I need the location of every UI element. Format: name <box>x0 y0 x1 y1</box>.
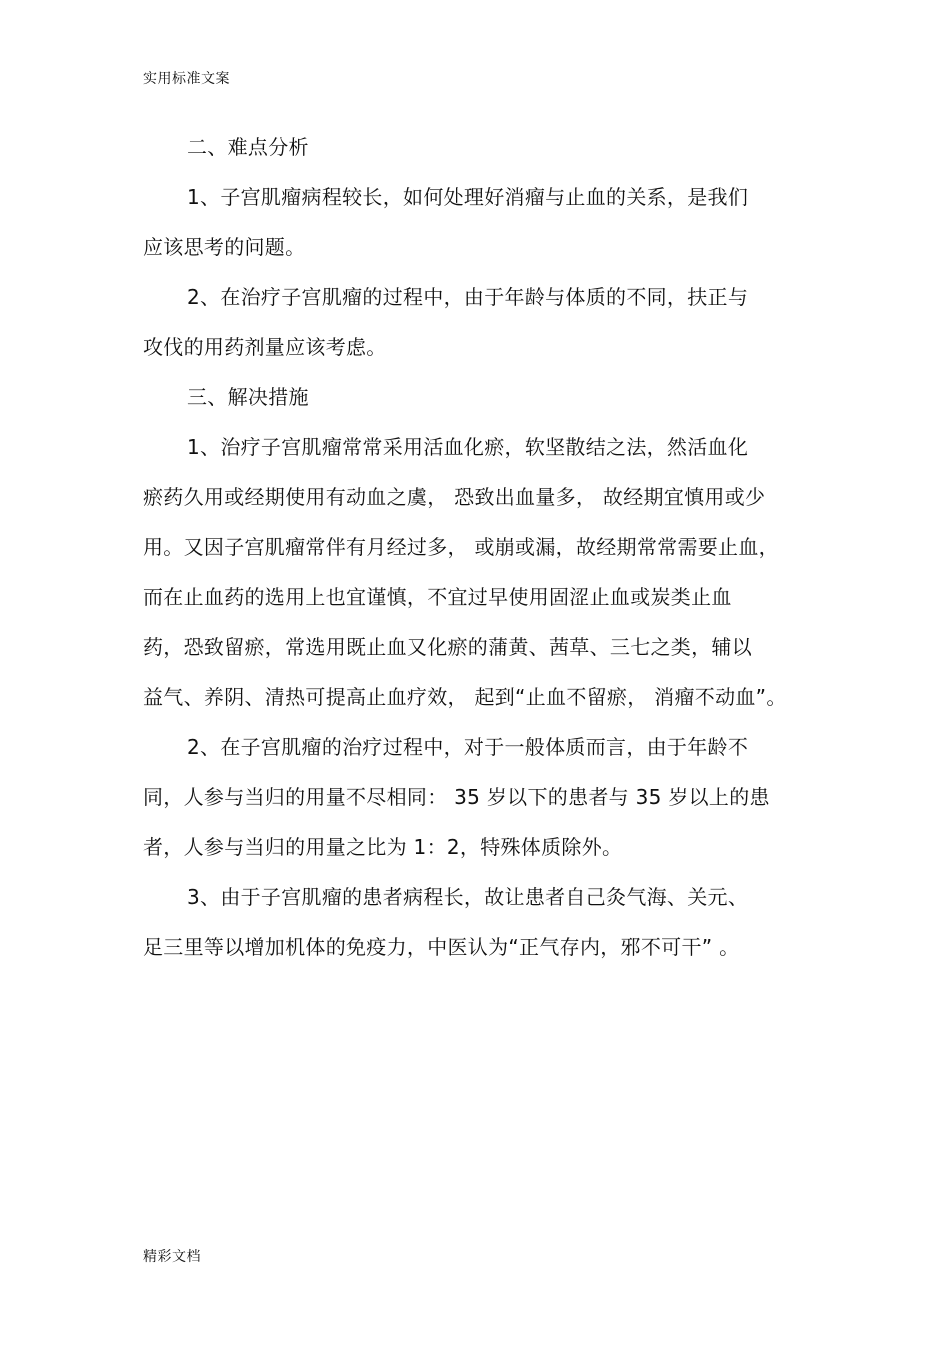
paragraph-line: 足三里等以增加机体的免疫力，中医认为“正气存内，邪不可干” 。 <box>143 935 740 959</box>
document-body <box>143 122 823 972</box>
paragraph-line: 2、在治疗子宫肌瘤的过程中，由于年龄与体质的不同，扶正与 <box>187 285 749 309</box>
paragraph-line: 而在止血药的选用上也宜谨慎，不宜过早使用固涩止血或炭类止血 <box>143 585 732 609</box>
section-heading-difficulties: 二、难点分析 <box>187 135 309 159</box>
paragraph-line: 2、在子宫肌瘤的治疗过程中，对于一般体质而言，由于年龄不 <box>187 735 749 759</box>
page-footer: 精彩文档 <box>143 1249 201 1265</box>
section-heading-solutions: 三、解决措施 <box>187 385 309 409</box>
paragraph-line: 同，人参与当归的用量不尽相同： 35 岁以下的患者与 35 岁以上的患 <box>143 785 770 809</box>
page-header: 实用标准文案 <box>143 71 230 87</box>
paragraph-line: 用。又因子宫肌瘤常伴有月经过多， 或崩或漏，故经期常常需要止血， <box>143 535 779 559</box>
paragraph-line: 1、子宫肌瘤病程较长，如何处理好消瘤与止血的关系，是我们 <box>187 185 749 209</box>
paragraph-line: 1、治疗子宫肌瘤常常采用活血化瘀，软坚散结之法，然活血化 <box>187 435 749 459</box>
paragraph-line: 瘀药久用或经期使用有动血之虞， 恐致出血量多， 故经期宜慎用或少 <box>143 485 766 509</box>
paragraph-line: 者，人参与当归的用量之比为 1：2，特殊体质除外。 <box>143 835 623 859</box>
paragraph-line: 益气、养阴、清热可提高止血疗效， 起到“止血不留瘀， 消瘤不动血”。 <box>143 685 787 709</box>
paragraph-line: 应该思考的问题。 <box>143 235 306 259</box>
paragraph-line: 3、由于子宫肌瘤的患者病程长，故让患者自己灸气海、关元、 <box>187 885 749 909</box>
paragraph-line: 药，恐致留瘀，常选用既止血又化瘀的蒲黄、茜草、三七之类，辅以 <box>143 635 752 659</box>
paragraph-line: 攻伐的用药剂量应该考虑。 <box>143 335 387 359</box>
